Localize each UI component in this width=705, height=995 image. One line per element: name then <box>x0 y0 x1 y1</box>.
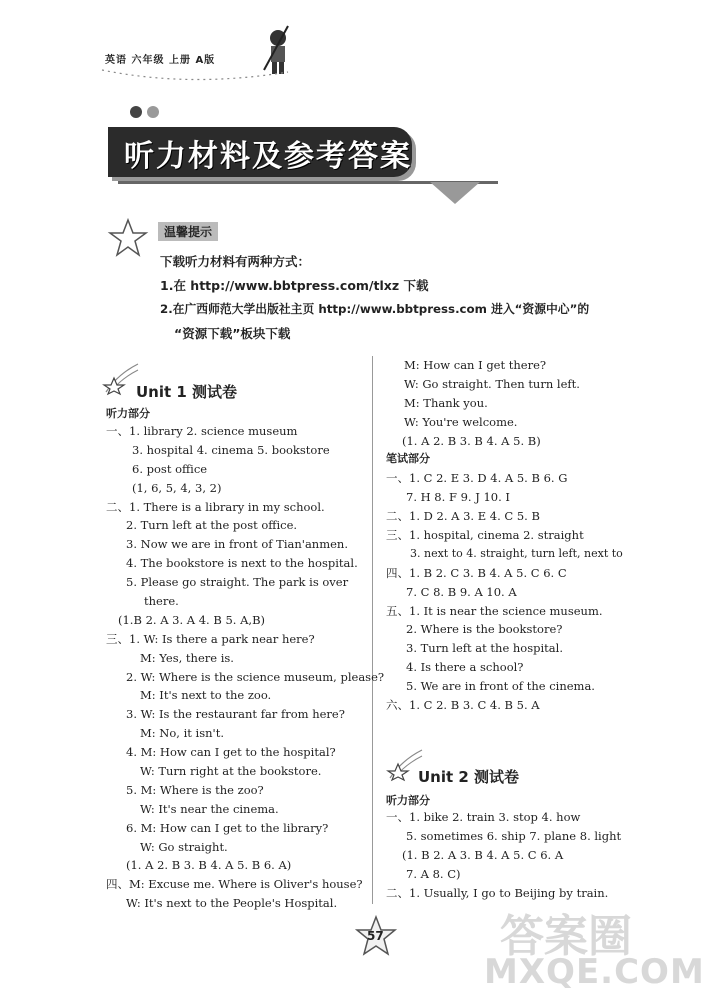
unit2-answers <box>386 808 621 902</box>
answer-line: 五、1. It is near the science museum. <box>386 603 603 618</box>
answer-line: 三、1. W: Is there a park near here? <box>106 631 315 646</box>
answer-line: W: You're welcome. <box>404 414 518 429</box>
book-subject-line: 英语 六年级 上册 A版 <box>105 55 216 66</box>
answer-line: 六、1. C 2. B 3. C 4. B 5. A <box>386 698 540 713</box>
answer-line: 3. next to 4. straight, turn left, next to <box>410 546 623 560</box>
answer-line: 二、1. There is a library in my school. <box>106 499 325 514</box>
title-arrow-icon <box>430 182 480 206</box>
tip-label: 温馨提示 <box>158 222 218 241</box>
unit2-title: Unit 2 测试卷 <box>418 768 520 786</box>
answer-line: M: Thank you. <box>404 395 488 410</box>
answer-line: W: It's next to the People's Hospital. <box>126 896 338 911</box>
answer-line: 5. We are in front of the cinema. <box>406 679 595 694</box>
unit1-answers-continued <box>386 356 623 715</box>
answer-line: W: Go straight. Then turn left. <box>404 376 580 391</box>
answer-line: 4. The bookstore is next to the hospital. <box>126 556 358 571</box>
answer-line: 2. W: Where is the science museum, please? <box>126 669 385 684</box>
tip-line-1: 下载听力材料有两种方式： <box>160 254 311 269</box>
answer-line: 7. A 8. C) <box>406 866 461 881</box>
answer-line: 7. H 8. F 9. J 10. I <box>406 490 510 505</box>
answer-line: 2. Where is the bookstore? <box>406 622 563 637</box>
answer-line: M: How can I get there? <box>404 358 547 372</box>
answer-line: 4. Is there a school? <box>406 660 524 675</box>
answer-line: (1, 6, 5, 4, 3, 2) <box>132 480 222 495</box>
star-icon <box>108 218 148 258</box>
answer-line: (1.B 2. A 3. A 4. B 5. A,B) <box>118 612 266 627</box>
answer-line: 一、1. C 2. E 3. D 4. A 5. B 6. G <box>386 471 568 486</box>
answer-line: M: Yes, there is. <box>140 650 234 665</box>
answer-line: (1. A 2. B 3. B 4. A 5. B 6. A) <box>126 858 292 873</box>
answer-line: 二、1. Usually, I go to Beijing by train. <box>386 885 609 900</box>
unit1-title: Unit 1 测试卷 <box>136 383 238 401</box>
answer-line: 5. Please go straight. The park is over <box>126 575 349 590</box>
answer-line: M: It's next to the zoo. <box>140 688 272 703</box>
answer-line: (1. A 2. B 3. B 4. A 5. B) <box>402 433 541 448</box>
answer-line: 二、1. D 2. A 3. E 4. C 5. B <box>386 509 540 524</box>
answer-line: W: Turn right at the bookstore. <box>140 764 322 779</box>
answer-line: 四、1. B 2. C 3. B 4. A 5. C 6. C <box>386 565 567 580</box>
tip-line-3: 2.在广西师范大学出版社主页 http://www.bbtpress.com 进入“资源中心”的 <box>160 302 590 316</box>
answer-line: 3. Turn left at the hospital. <box>406 641 563 656</box>
answer-line: W: It's near the cinema. <box>140 801 279 816</box>
tip-line-2: 1.在 http://www.bbtpress.com/tlxz 下载 <box>160 278 429 293</box>
tip-line-4: “资源下载”板块下载 <box>174 326 291 341</box>
answer-line: 4. M: How can I get to the hospital? <box>126 745 336 760</box>
answer-line: 3. hospital 4. cinema 5. bookstore <box>132 442 330 457</box>
written-section-heading: 笔试部分 <box>386 452 430 466</box>
answer-line: 一、1. library 2. science museum <box>106 424 298 438</box>
watermark-logo: 答案圈 <box>500 911 632 962</box>
answer-line: 6. M: How can I get to the library? <box>126 820 329 835</box>
answer-line: 5. M: Where is the zoo? <box>126 782 264 797</box>
watermark-url: MXQE.COM <box>484 952 705 992</box>
answer-line: 3. W: Is the restaurant far from here? <box>126 707 345 722</box>
answer-line: 6. post office <box>132 461 208 476</box>
unit1-listening-heading: 听力部分 <box>106 407 150 420</box>
answer-line: 三、1. hospital, cinema 2. straight <box>386 528 584 543</box>
page-number: 57 <box>367 929 384 943</box>
answer-line: 四、M: Excuse me. Where is Oliver's house? <box>106 877 363 892</box>
header-dotted-curve <box>100 66 290 86</box>
answer-line: 3. Now we are in front of Tian'anmen. <box>126 537 348 552</box>
decor-dot-dark <box>130 106 142 118</box>
answer-line: there. <box>144 594 179 609</box>
answer-line: M: No, it isn't. <box>140 726 224 741</box>
answer-line: (1. B 2. A 3. B 4. A 5. C 6. A <box>402 847 564 862</box>
answer-line: 2. Turn left at the post office. <box>126 518 298 533</box>
answer-line: 一、1. bike 2. train 3. stop 4. how <box>386 810 581 824</box>
answer-line: 5. sometimes 6. ship 7. plane 8. light <box>406 828 622 843</box>
answer-line: W: Go straight. <box>140 839 228 854</box>
unit1-answers <box>106 422 384 913</box>
answer-line: 7. C 8. B 9. A 10. A <box>406 584 517 599</box>
decor-dot-light <box>147 106 159 118</box>
page-title: 听力材料及参考答案 <box>124 139 412 174</box>
unit2-listening-heading: 听力部分 <box>386 794 430 807</box>
